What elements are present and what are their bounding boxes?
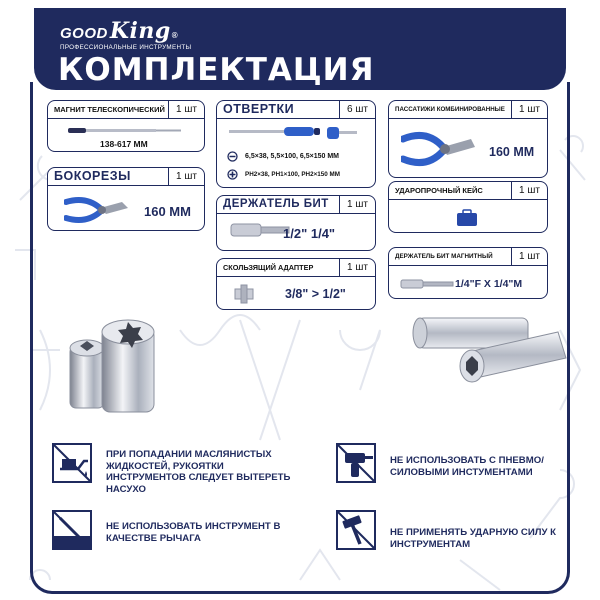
item-name: ДЕРЖАТЕЛЬ БИТ (223, 198, 329, 210)
warning-power-tool-text: НЕ ИСПОЛЬЗОВАТЬ С ПНЕВМО/СИЛОВЫМИ ИНСТУМЕНТАМИ (390, 455, 544, 478)
item-cutters (47, 167, 205, 231)
combination-pliers-icon (401, 127, 481, 171)
brand-logo (60, 18, 191, 51)
brand-king-text: King (109, 18, 171, 44)
item-magnet (47, 100, 205, 152)
item-qty: 1 шт (339, 196, 375, 213)
flat-sizes-row (227, 151, 339, 162)
item-name: МАГНИТ ТЕЛЕСКОПИЧЕСКИЙ (54, 105, 165, 114)
screwdrivers-icon (227, 123, 367, 143)
item-qty: 1 шт (168, 168, 204, 185)
item-qty: 1 шт (511, 248, 547, 265)
magnetic-bit-holder-icon (399, 278, 457, 290)
socket-image-left (68, 318, 164, 428)
page-title: КОМПЛЕКТАЦИЯ (58, 52, 375, 88)
item-screwdrivers (216, 100, 376, 188)
phillips-head-icon (227, 169, 238, 180)
item-qty: 1 шт (168, 101, 204, 118)
item-name: ДЕРЖАТЕЛЬ БИТ МАГНИТНЫЙ (395, 253, 493, 260)
brand-registered-mark: ® (171, 31, 179, 40)
oil-can-icon (52, 443, 92, 483)
no-power-tool-icon (336, 443, 376, 483)
brand-good-text: GOOD (60, 25, 108, 42)
flat-head-icon (227, 151, 238, 162)
item-case (388, 181, 548, 233)
item-value: 160 ММ (144, 204, 191, 219)
warning-oil-text: ПРИ ПОПАДАНИИ МАСЛЯНИСТЫХ ЖИДКОСТЕЙ, РУКОЯТКИ ИНСТРУМЕНТОВ СЛЕДУЕТ ВЫТЕРЕТЬ НАСУХО (106, 449, 291, 495)
item-name: ПАССАТИЖИ КОМБИНИРОВАННЫЕ (395, 106, 505, 113)
warning-hammer-text: НЕ ПРИМЕНЯТЬ УДАРНУЮ СИЛУ К ИНСТРУМЕНТАМ (390, 527, 556, 550)
ph-sizes-row (227, 169, 340, 180)
sliding-adapter-icon (231, 283, 261, 305)
case-icon (455, 208, 479, 228)
side-cutters-icon (64, 192, 134, 226)
ph-sizes-text: PH2×38, PH1×100, PH2×150 ММ (245, 171, 341, 178)
item-pliers (388, 100, 548, 178)
warning-lever-text: НЕ ИСПОЛЬЗОВАТЬ ИНСТРУМЕНТ В КАЧЕСТВЕ РЫЧАГА (106, 521, 281, 544)
item-qty: 1 шт (511, 101, 547, 118)
item-qty: 6 шт (339, 101, 375, 118)
item-value: 1/4"F X 1/4"M (455, 278, 523, 290)
item-name: УДАРОПРОЧНЫЙ КЕЙС (395, 186, 483, 195)
item-name: СКОЛЬЗЯЩИЙ АДАПТЕР (223, 263, 314, 272)
item-adapter (216, 258, 376, 310)
socket-image-right (408, 312, 568, 412)
item-bit-holder (216, 195, 376, 251)
item-qty: 1 шт (511, 182, 547, 199)
header-banner (34, 8, 566, 90)
item-name: ОТВЕРТКИ (223, 102, 295, 116)
no-hammer-icon (336, 510, 376, 550)
item-value: 1/2" 1/4" (283, 226, 336, 241)
item-magnetic-holder (388, 247, 548, 299)
brand-subtitle: ПРОФЕССИОНАЛЬНЫЕ ИНСТРУМЕНТЫ (60, 44, 192, 51)
no-lever-icon (52, 510, 92, 550)
item-qty: 1 шт (339, 259, 375, 276)
flat-sizes-text: 6,5×38, 5,5×100, 6,5×150 ММ (245, 153, 339, 160)
item-value: 3/8" > 1/2" (285, 287, 346, 301)
item-value: 138-617 ММ (100, 139, 148, 149)
item-name: БОКОРЕЗЫ (54, 169, 131, 183)
telescopic-magnet-icon (66, 123, 186, 137)
item-value: 160 ММ (489, 145, 535, 159)
